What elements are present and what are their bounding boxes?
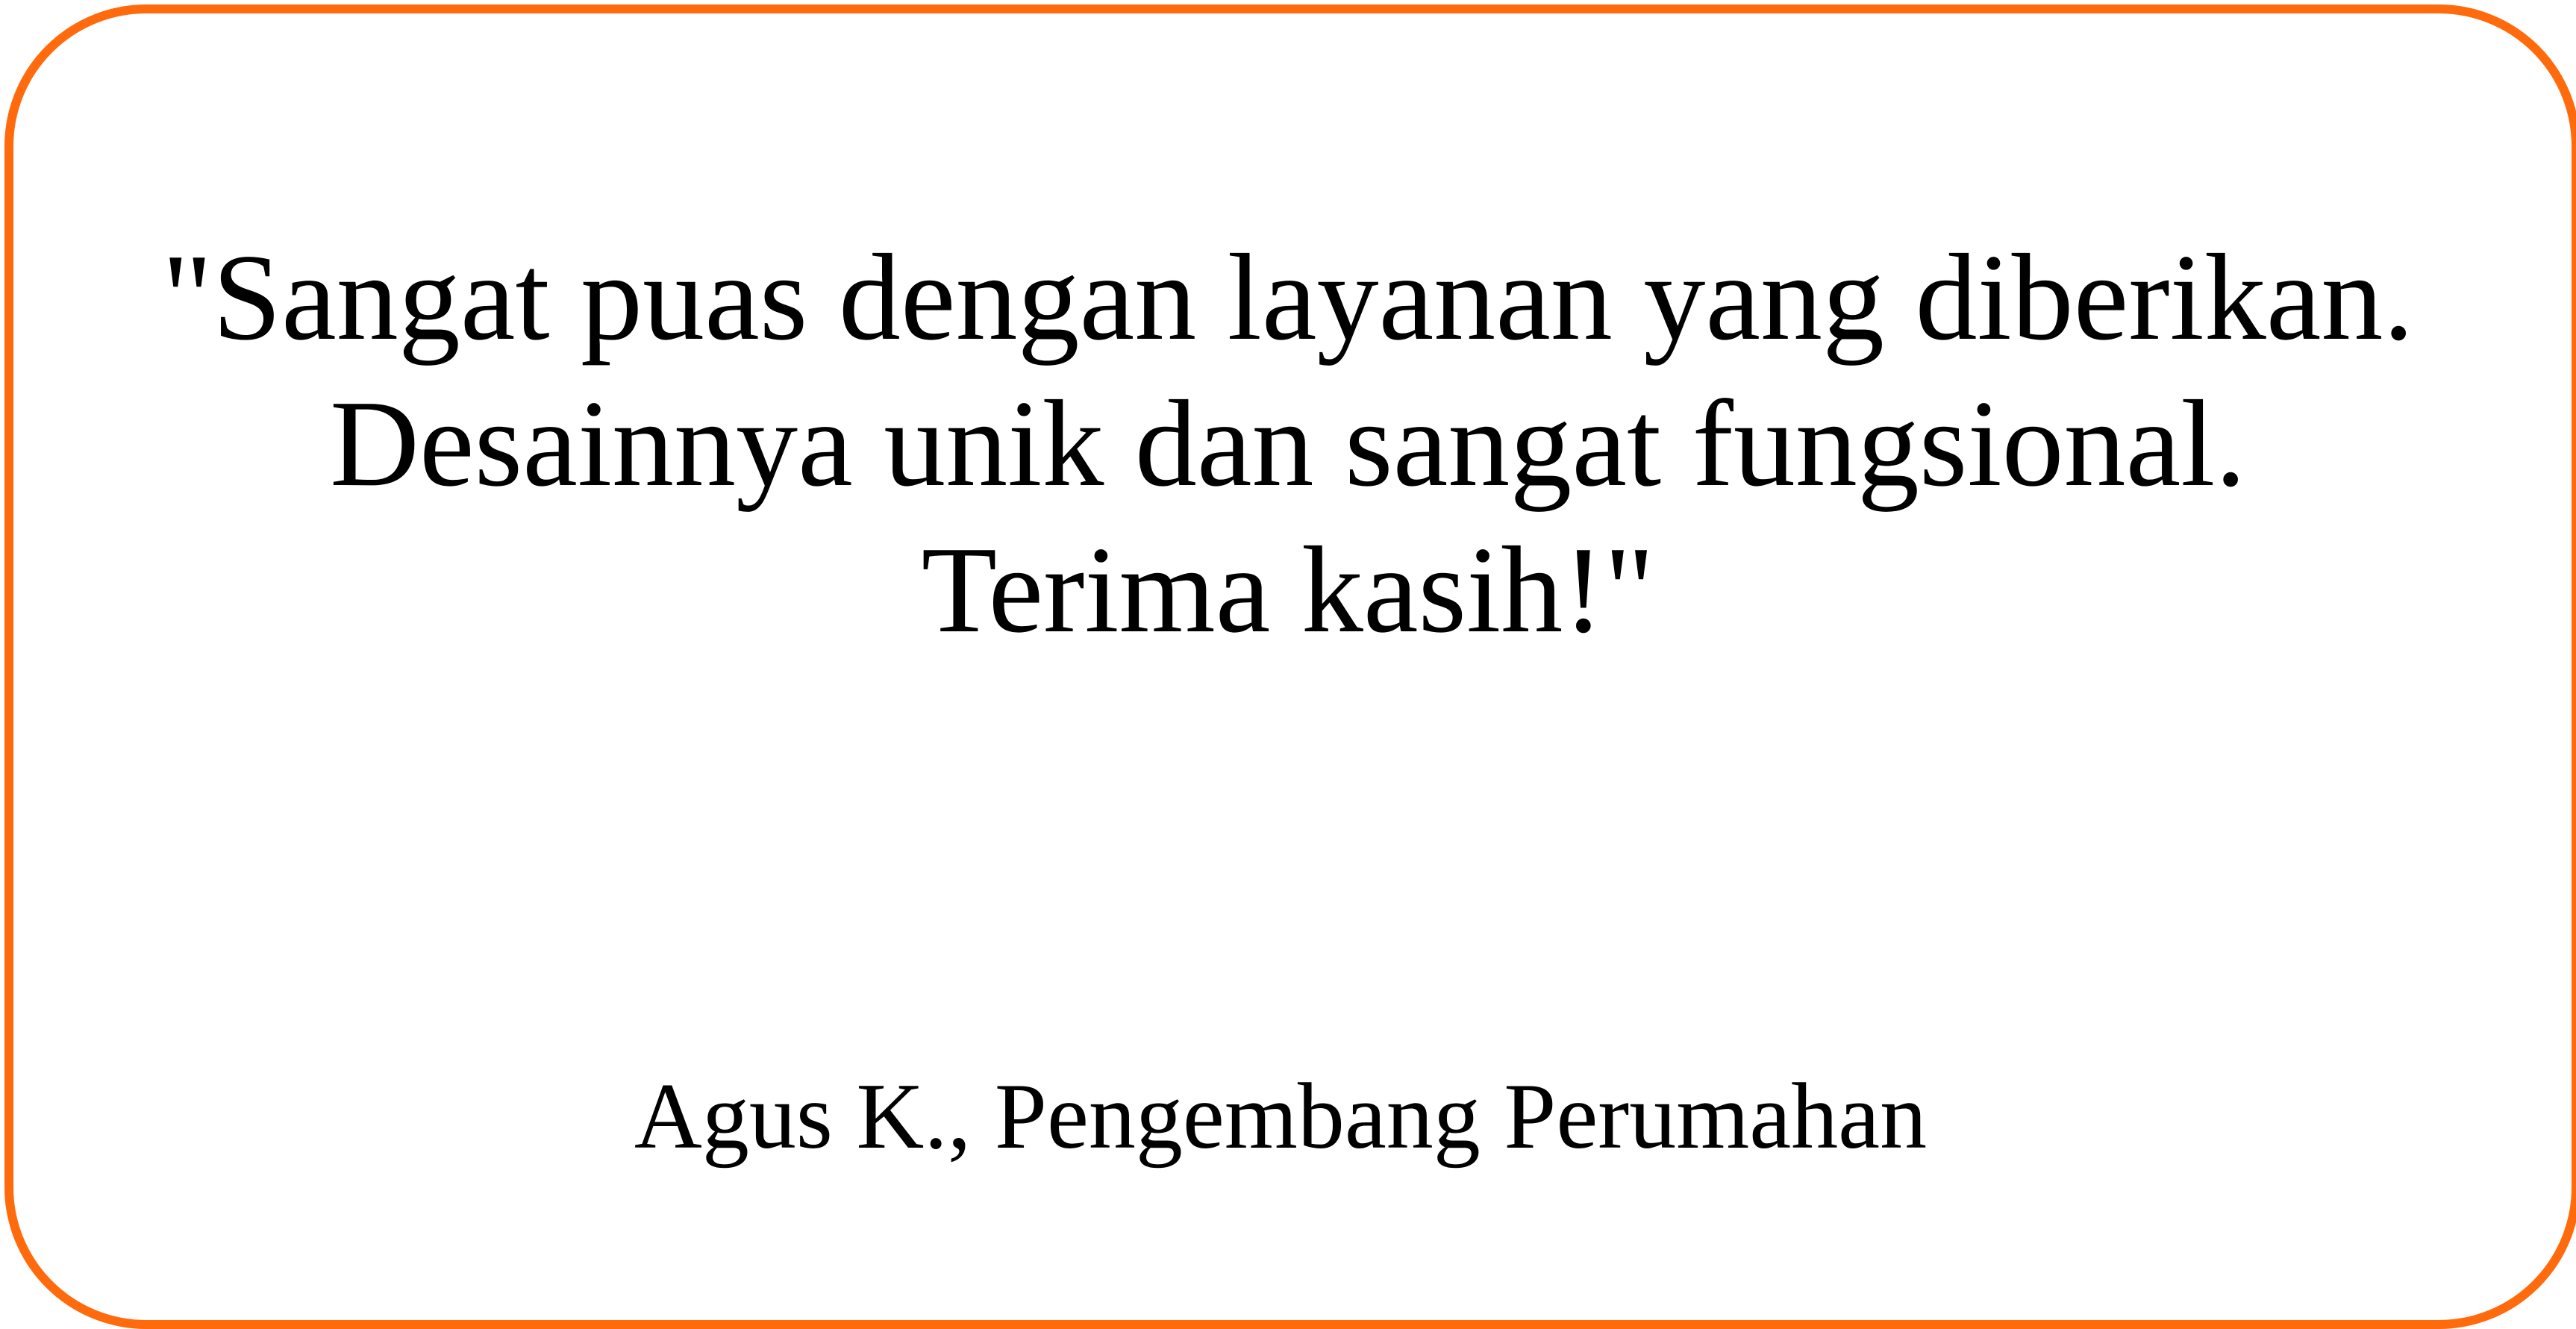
testimonial-attribution: Agus K., Pengembang Perumahan	[634, 1065, 1928, 1169]
quote-line-2: Desainnya unik dan sangat fungsional.	[330, 375, 2246, 512]
testimonial-quote	[0, 224, 2576, 663]
quote-line-1: "Sangat puas dengan layanan yang diberikan.	[162, 228, 2414, 366]
quote-line-3: Terima kasih!"	[921, 521, 1655, 658]
